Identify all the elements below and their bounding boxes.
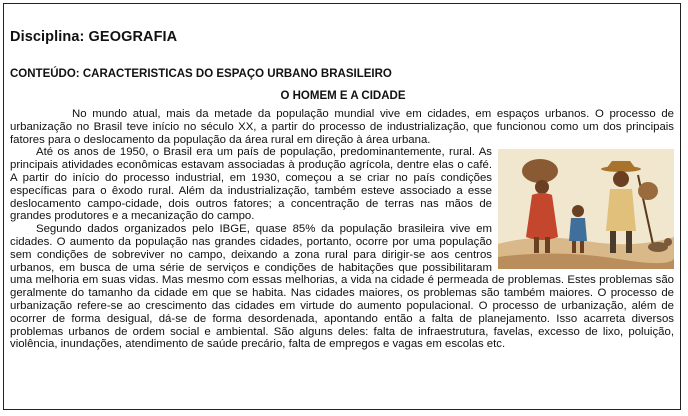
paragraph-2: Até os anos de 1950, o Brasil era um país de população, predominantemente, rural. As principais atividades econômicas estavam associadas à produção agrícola, dentre elas o café. A partir do início do processo industrial, em 1930, começou a se criar no país condições específicas para o êxodo rural. Além da industrialização, também esteve associado a esse deslocamento campo-cidade, dois outros fatores; a concentração de terras nas mãos de grandes produtores e a mecanização do campo. (10, 146, 492, 223)
document-page (3, 3, 681, 410)
text-title: O HOMEM E A CIDADE (280, 90, 406, 102)
migrant-family-illustration (498, 149, 674, 269)
paragraph-1: No mundo atual, mais da metade da população mundial vive em cidades, em espaços urbanos. O processo de urbanização no Brasil teve início no século XX, a partir do processo de industrialização, que funcionou como um dos principais fatores para o deslocamento da população da área rural em direção à área urbana. (10, 108, 674, 146)
content-heading: CONTEÚDO: CARACTERISTICAS DO ESPAÇO URBANO BRASILEIRO (10, 68, 392, 80)
discipline-heading: Disciplina: GEOGRAFIA (10, 29, 178, 45)
paragraph-3: Segundo dados organizados pelo IBGE, quase 85% da população brasileira vive em cidades. O aumento da população nas grandes cidades, portanto, ocorre por uma população sem condições de sobreviver no campo, deixando a zona rural para dirigir-se aos centros urbanos, em busca de uma série de serviços e condições de habitações que possibilitaram uma melhoria em suas vidas. Mas mesmo com essas melhorias, a vida na cidade é permeada de problemas. Estes problemas são geralmente do tamanho da cidade em que se habita. Nas cidades maiores, os problemas são também maiores. O processo de urbanização refere-se ao crescimento das cidades em virtude do aumento populacional. O processo de urbanização, além de ocorrer de forma desigual, dá-se de forma desordenada, apontando então a falta de planejamento. Isso acarreta diversos problemas urbanos de ordem social e ambiental. São alguns deles: falta de infraestrutura, favelas, excesso de lixo, poluição, violência, inundações, atendimento de saúde precário, falta de empregos e vagas em escolas etc. (10, 223, 674, 351)
text-body (10, 108, 674, 351)
